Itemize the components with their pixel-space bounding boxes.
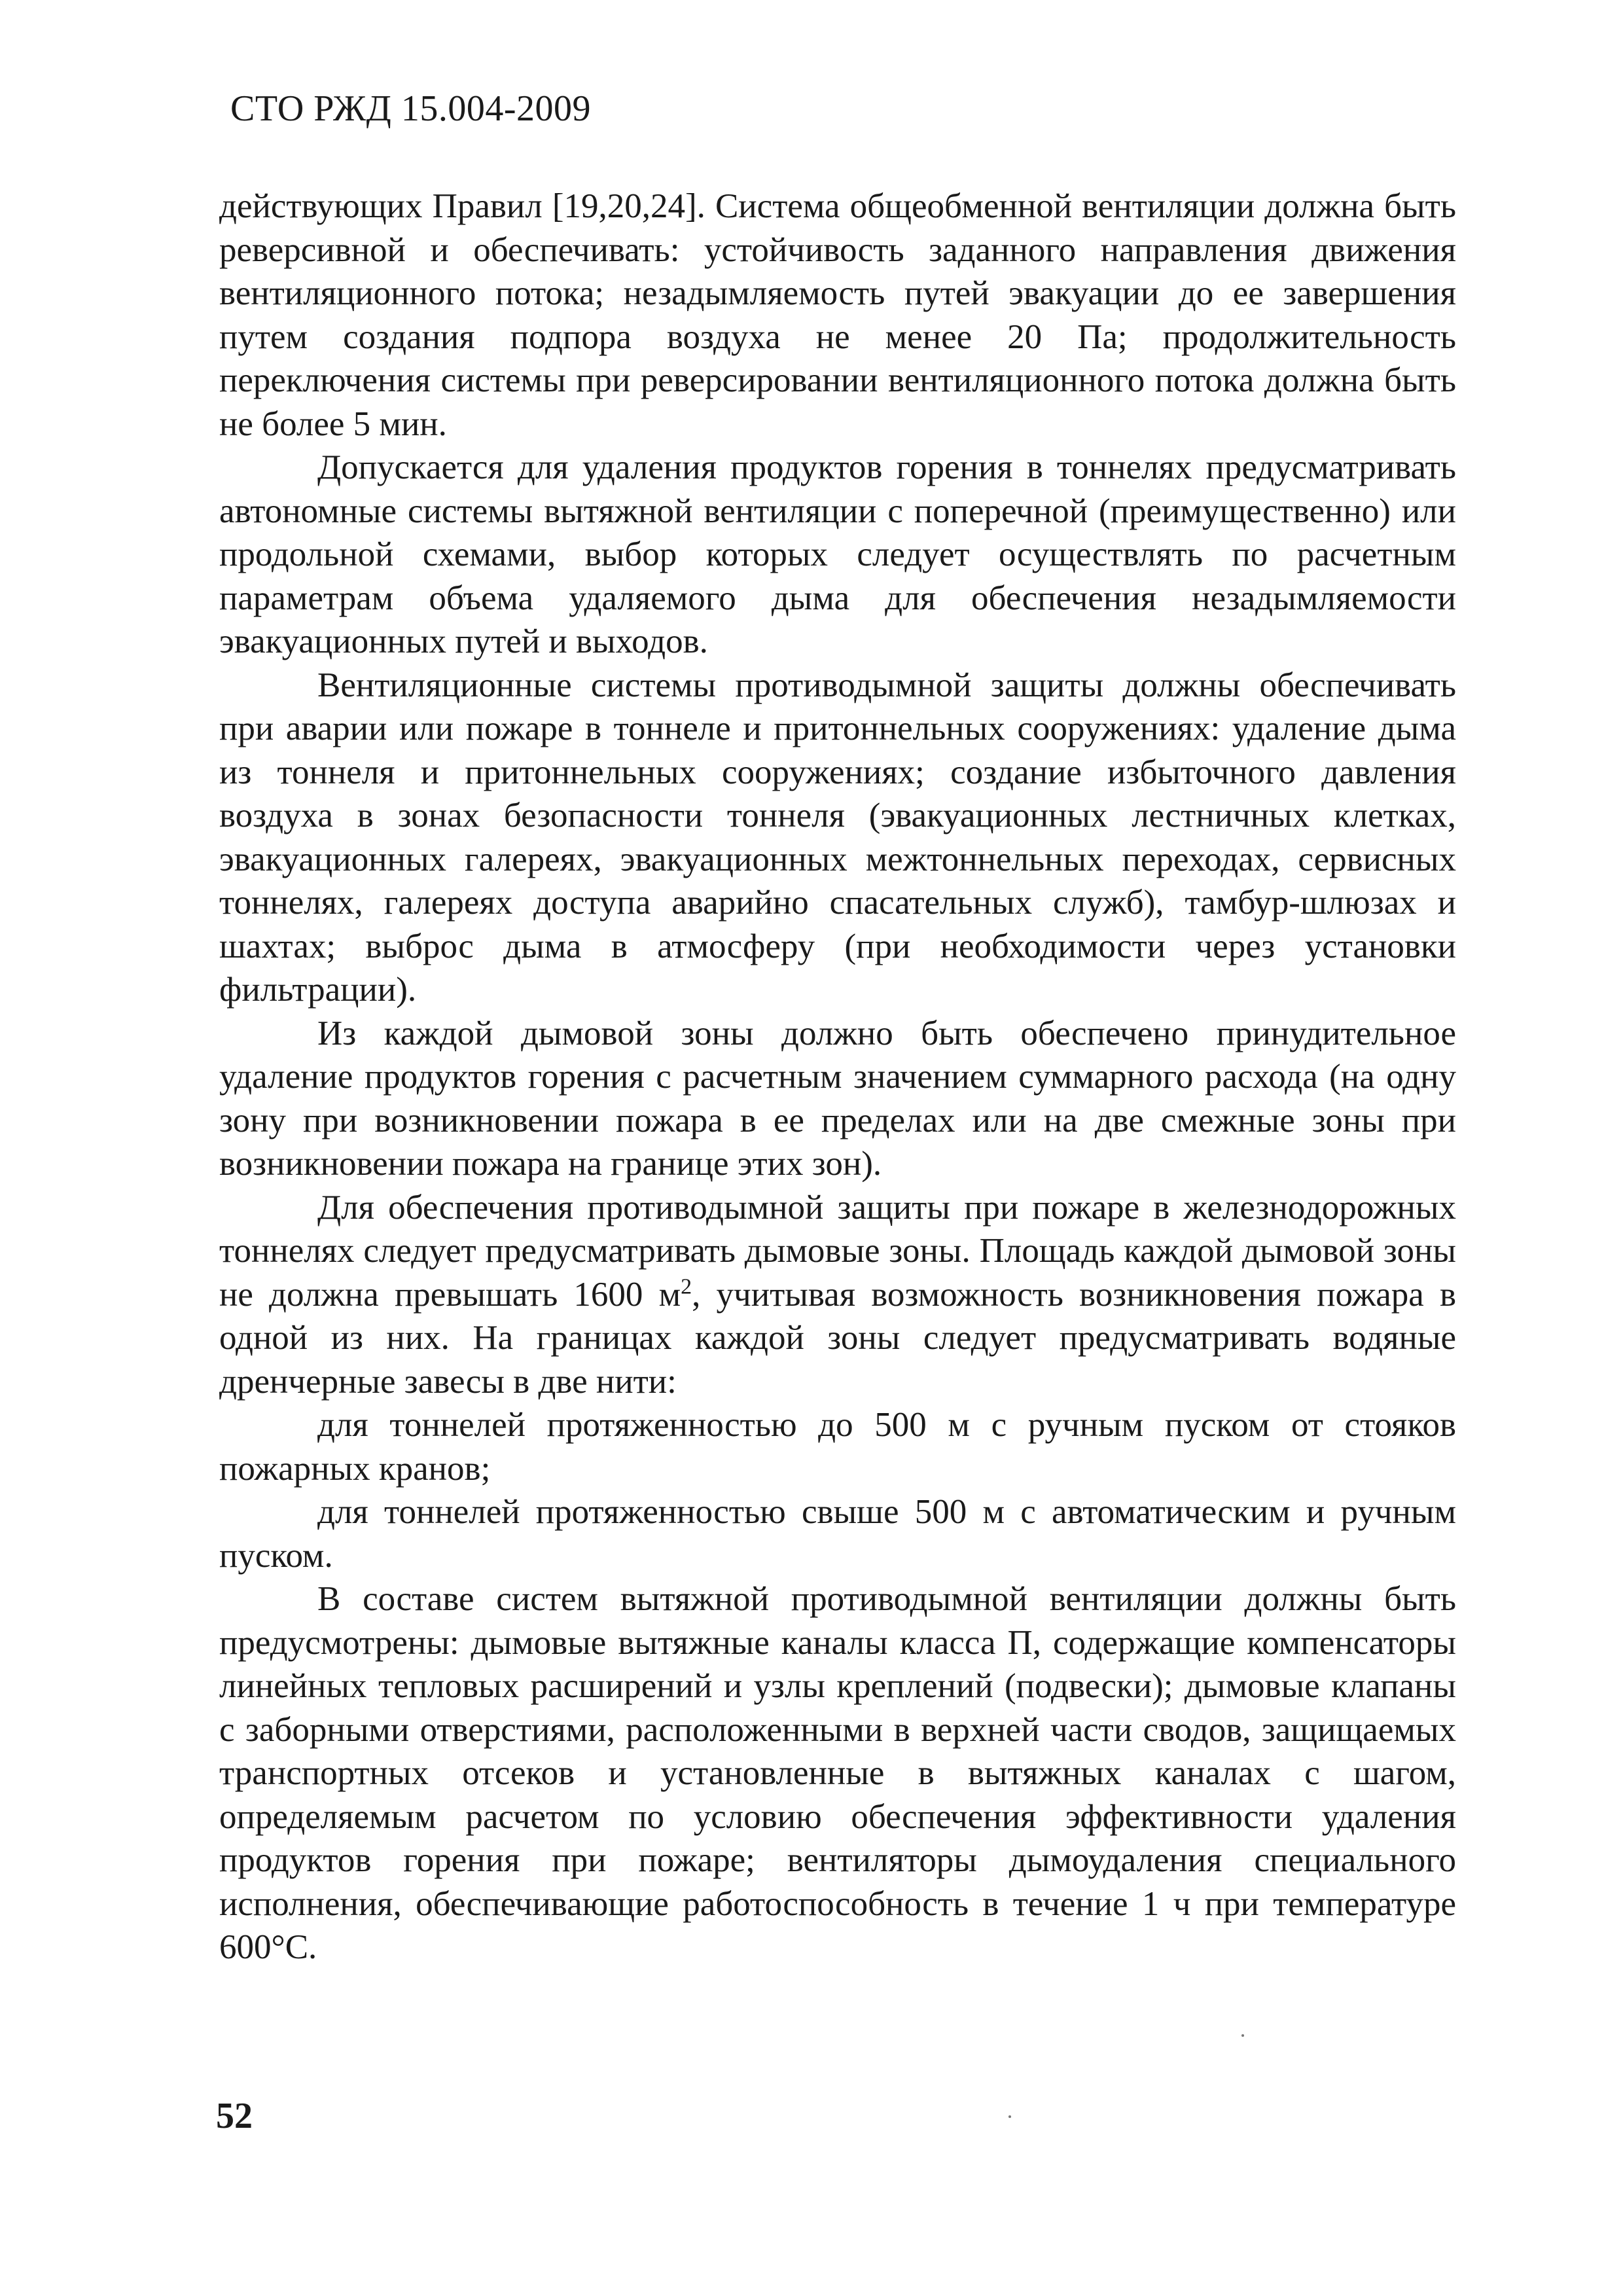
list-item-automatic-start: для тоннелей протяженностью свыше 500 м с автоматическим и ручным пуском. bbox=[219, 1493, 1456, 1575]
area-unit-superscript: 2 bbox=[681, 1274, 692, 1299]
paragraph-smoke-zones bbox=[219, 1186, 1456, 1404]
paragraph-autonomous-exhaust: Допускается для удаления продуктов горения в тоннелях предусматривать автономные системы вытяжной вентиляции с поперечной (преимущественно) или продольной схемами, выбор которых следует осуществлять по расчетным параметрам объема удаляемого дыма для обеспечения незадымляемости эвакуационных путей и выходов. bbox=[219, 448, 1456, 660]
paragraph-ventilation-rules: действующих Правил [19,20,24]. Система общеобменной вентиляции должна быть реверсивной и обеспечивать: устойчивость заданного направления движения вентиляционного потока; незадымляемость путей эвакуации до ее завершения путем создания подпора воздуха не менее 20 Па; продолжительность переключения системы при реверсировании вентиляционного потока должна быть не более 5 мин. bbox=[219, 187, 1456, 443]
list-item-manual-start: для тоннелей протяженностью до 500 м с ручным пуском от стояков пожарных кранов; bbox=[219, 1406, 1456, 1488]
page-number: 52 bbox=[216, 2096, 253, 2136]
paragraph-smoke-zone-removal: Из каждой дымовой зоны должно быть обеспечено принудительное удаление продуктов горения с расчетным значением суммарного расхода (на одну зону при возникновении пожара в ее пределах или на две смежные зоны при возникновении пожара на границе этих зон). bbox=[219, 1014, 1456, 1183]
body-text bbox=[219, 185, 1456, 1969]
paragraph-exhaust-system-composition: В составе систем вытяжной противодымной вентиляции должны быть предусмотрены: дымовые вытяжные каналы класса П, содержащие компенсаторы линейных тепловых расширений и узлы креплений (подвески); дымовые клапаны с заборными отверстиями, расположенными в верхней части сводов, защищаемых транспортных отсеков и установленные в вытяжных каналах с шагом, определяемым расчетом по условию обеспечения эффективности удаления продуктов горения при пожаре; вентиляторы дымоудаления специального исполнения, обеспечивающие работоспособность в течение 1 ч при температуре 600°С. bbox=[219, 1580, 1456, 1966]
document-code-header: СТО РЖД 15.004-2009 bbox=[230, 88, 591, 129]
scan-speck bbox=[1241, 2034, 1244, 2037]
paragraph-smoke-protection-systems: Вентиляционные системы противодымной защиты должны обеспечивать при аварии или пожаре в тоннеле и притоннельных сооружениях: удаление дыма из тоннеля и притоннельных сооружениях; создание избыточного давления воздуха в зонах безопасности тоннеля (эвакуационных лестничных клетках, эвакуационных галереях, эвакуационных межтоннельных переходах, сервисных тоннелях, галереях доступа аварийно спасательных служб), тамбур-шлюзах и шахтах; выброс дыма в атмосферу (при необходимости через установки фильтрации). bbox=[219, 666, 1456, 1009]
paragraph-smoke-zones-text: Для обеспечения противодымной защиты при пожаре в железнодорожных тоннелях следует предусматривать дымовые зоны. Площадь каждой дымовой зоны не должна превышать 1600 м bbox=[219, 1188, 1456, 1314]
scan-speck bbox=[1008, 2115, 1011, 2118]
paragraph-smoke-zones-continuation: , учитывая возможность возникновения пожара в одной из них. На границах каждой зоны следует предусматривать водяные дренчерные завесы в две нити: bbox=[219, 1275, 1456, 1401]
